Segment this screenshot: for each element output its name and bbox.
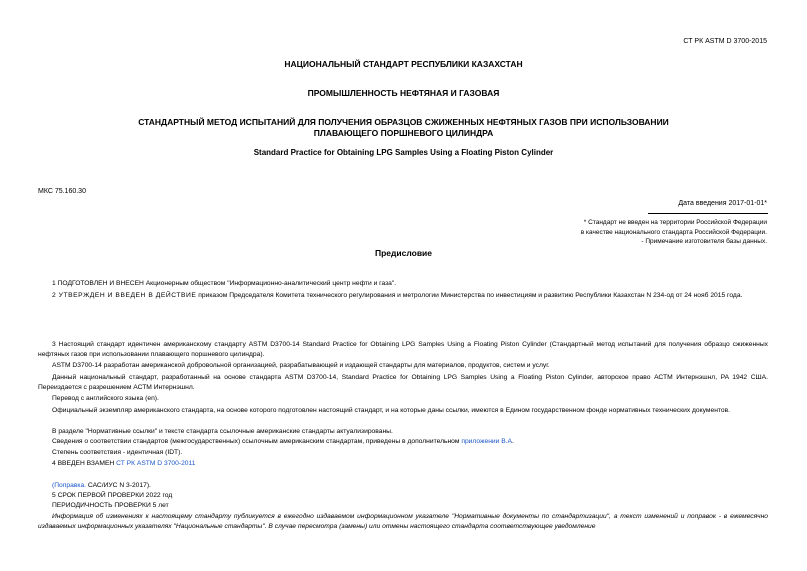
preface-item-3-official-copy: Официальный экземпляр американского стандарта, на основе которого подготовлен настоящий стандарт, и на которые даны ссылки, имеются в Едином государственном фонде нормативных технических документов. bbox=[52, 407, 731, 414]
conformity-text: Сведения о соответствии стандартов (межгосударственных) ссылочным американским стандартам, приведены в дополнительном bbox=[52, 438, 462, 445]
preface-item-2 bbox=[38, 291, 768, 301]
changes-information: Информация об изменениях к настоящему стандарту публикуется в ежегодно издаваемом информационном указателе "Нормативные документы по стандартизации", а текст изменений и поправок - в ежемесячно издаваемых информационных указателях "Национальные стандарты". В случае пересмотра (замены) или отмены настоящего стандарта соответствующее уведомление bbox=[38, 513, 768, 530]
conformity-end: . bbox=[512, 438, 514, 445]
footnote-line-3: - Примечание изготовителя базы данных. bbox=[641, 238, 767, 245]
preface-item-3-origin: ASTM D3700-14 разработан американской добровольной организацией, разрабатывающей и издающей стандарты для материалов, продуктов, систем и услуг. bbox=[52, 362, 550, 369]
preface-item-5: 5 СРОК ПЕРВОЙ ПРОВЕРКИ 2022 год bbox=[52, 492, 173, 499]
amendment-link[interactable]: (Поправка. bbox=[52, 482, 87, 489]
title-sector: ПРОМЫШЛЕННОСТЬ НЕФТЯНАЯ И ГАЗОВАЯ bbox=[307, 88, 500, 98]
footnote-divider bbox=[648, 213, 768, 214]
preface-item-1: 1 ПОДГОТОВЛЕН И ВНЕСЕН Акционерным обществом "Информационно-аналитический центр нефти и газа". bbox=[52, 280, 397, 287]
appendix-link[interactable]: приложении В.А bbox=[461, 438, 513, 445]
preface-item-3-conformity bbox=[38, 437, 768, 447]
preface-item-2-lead: 2 УТВЕРЖДЕН И ВВЕДЕН В ДЕЙСТВИЕ bbox=[52, 292, 197, 299]
preface-item-4 bbox=[38, 459, 768, 469]
footnote bbox=[467, 218, 767, 247]
preface-item-3-references: В разделе "Нормативные ссылки" и тексте стандарта ссылочные американские стандарты актуализированы. bbox=[52, 428, 393, 435]
title-english: Standard Practice for Obtaining LPG Samples Using a Floating Piston Cylinder bbox=[253, 148, 554, 157]
title-method: СТАНДАРТНЫЙ МЕТОД ИСПЫТАНИЙ ДЛЯ ПОЛУЧЕНИЯ ОБРАЗЦОВ СЖИЖЕННЫХ НЕФТЯНЫХ ГАЗОВ ПРИ ИСПОЛЬЗОВАНИИ ПЛАВАЮЩЕГО ПОРШНЕВОГО ЦИЛИНДРА bbox=[138, 117, 669, 138]
preface-heading: Предисловие bbox=[374, 248, 433, 258]
preface-item-3-copyright: Данный национальный стандарт, разработанный на основе стандарта ASTM D3700-14, Standard Practice for Obtaining LPG Samples Using a Floating Piston Cylinder, авторское право АСТМ Интернэшнл, PA 1942 США. Переиздается с разрешением АСТМ Интернэшнл. bbox=[38, 374, 768, 391]
date-of-introduction: Дата введения 2017-01-01* bbox=[678, 200, 767, 207]
title-main: НАЦИОНАЛЬНЫЙ СТАНДАРТ РЕСПУБЛИКИ КАЗАХСТАН bbox=[284, 59, 523, 69]
preface-item-3-degree: Степень соответствия - идентичная (IDT). bbox=[52, 449, 183, 456]
preface-item-2-text: приказом Председателя Комитета технического регулирования и метрологии Министерства по инвестициям и развитию Республики Казахстан N 234-од от 24 нояб 2015 года. bbox=[196, 292, 743, 299]
amendment-text: САС/ИУС N 3-2017). bbox=[86, 482, 151, 489]
preface-item-3: 3 Настоящий стандарт идентичен американскому стандарту ASTM D3700-14 Standard Practice for Obtaining LPG Samples Using a Floating Piston Cylinder (Стандартный метод испытаний для получения образцо сжиженных нефтяных газов при использовании плавающего поршневого цилиндра). bbox=[38, 341, 768, 358]
footnote-line-2: в качестве национального стандарта Российской Федерации. bbox=[580, 228, 767, 236]
document-code: СТ РК ASTM D 3700-2015 bbox=[683, 38, 767, 45]
mks-code: МКС 75.160.30 bbox=[38, 188, 86, 195]
footnote-line-1: * Стандарт не введен на территории Российской Федерации bbox=[583, 219, 767, 226]
preface-item-3-translation: Перевод с английского языка (en). bbox=[52, 395, 159, 402]
replaced-standard-link[interactable]: СТ РК ASTM D 3700-2011 bbox=[116, 460, 196, 467]
amendment-note bbox=[38, 481, 768, 491]
replaced-text: 4 ВВЕДЕН ВЗАМЕН bbox=[52, 460, 117, 467]
review-period: ПЕРИОДИЧНОСТЬ ПРОВЕРКИ 5 лет bbox=[52, 502, 169, 509]
